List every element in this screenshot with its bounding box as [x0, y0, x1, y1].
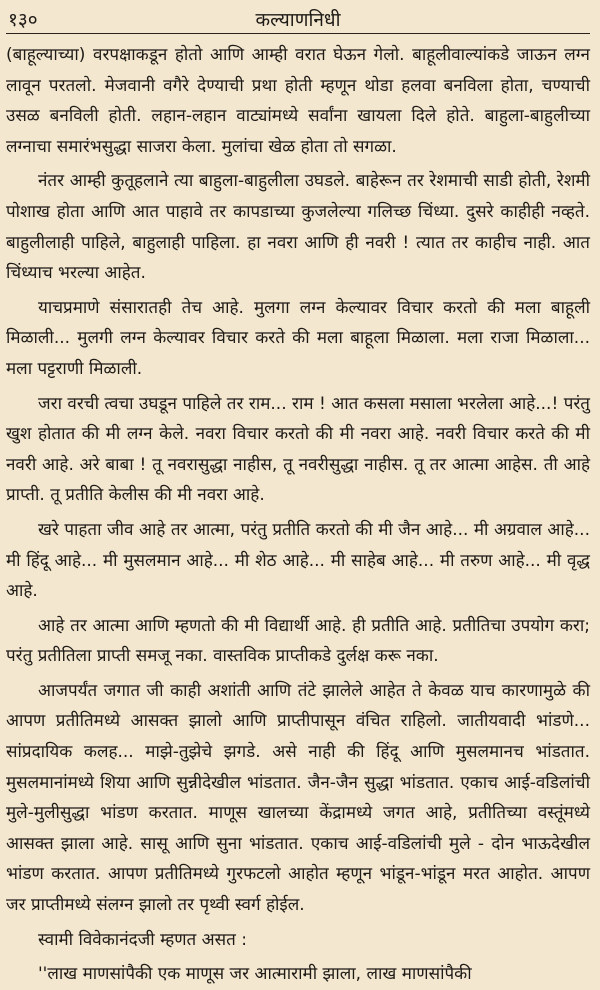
- paragraph: ''लाख माणसांपैकी एक माणूस जर आत्मारामी झाला, लाख माणसांपैकी: [38, 964, 472, 985]
- paragraph: स्वामी विवेकानंदजी म्हणत असत :: [38, 929, 247, 950]
- page-header: [6, 4, 590, 34]
- paragraph: याचप्रमाणे संसारातही तेच आहे. मुलगा लग्न केल्यावर विचार करतो की मला बाहूली मिळाली... मुलगी लग्न केल्यावर विचार करते की मला बाहूला मिळाला. मला राजा मिळाला... मला पट्टराणी मिळाली.: [6, 297, 590, 379]
- paragraph: आहे तर आत्मा आणि म्हणतो की मी विद्यार्थी आहे. ही प्रतीति आहे. प्रतीतिचा उपयोग करा; परंतु प्रतीतिला प्राप्ती समजू नका. वास्तविक प्राप्तीकडे दुर्लक्ष करू नका.: [6, 615, 590, 667]
- page-body: [6, 40, 590, 990]
- paragraph: खरे पाहता जीव आहे तर आत्मा, परंतु प्रतीति करतो की मी जैन आहे... मी अग्रवाल आहे... मी हिंदू आहे... मी मुसलमान आहे... मी शेठ आहे... मी साहेब आहे... मी तरुण आहे... मी वृद्ध आहे.: [6, 519, 590, 602]
- paragraph: नंतर आम्ही कुतूहलाने त्या बाहुला-बाहुलीला उघडले. बाहेरून तर रेशमाची साडी होती, रेशमी पोशाख होता आणि आत पाहावे तर कापडाच्या कुजलेल्या गलिच्छ चिंध्या. दुसरे काहीही नव्हते. बाहुलीलाही पाहिले, बाहुलाही पाहिला. हा नवरा आणि ही नवरी ! त्यात तर काहीच नाही. आत चिंध्याच भरल्या आहेत.: [6, 171, 590, 284]
- header-rule: [6, 33, 590, 34]
- paragraph: जरा वरची त्वचा उघडून पाहिले तर राम... राम ! आत कसला मसाला भरलेला आहे...! परंतु खुश होतात की मी लग्न केले. नवरा विचार करतो की मी नवरा आहे. नवरी विचार करते की मी नवरी आहे. अरे बाबा ! तू नवरासुद्धा नाहीस, तू नवरीसुद्धा नाहीस. तू तर आत्मा आहेस. ती आहे प्राप्ती. तू प्रतीति केलीस की मी नवरा आहे.: [6, 393, 590, 506]
- page-number: १३०: [8, 9, 38, 31]
- paragraph: (बाहूल्याच्या) वरपक्षाकडून होतो आणि आम्ही वरात घेऊन गेलो. बाहूलीवाल्यांकडे जाऊन लग्न लावून परतलो. मेजवानी वगैरे देण्याची प्रथा होती म्हणून थोडा हलवा बनविला होता, चण्याची उसळ बनविली होती. लहान-लहान वाट्यांमध्ये सर्वांना खायला दिले होते. बाहुला-बाहुलीच्या लग्नाचा समारंभसुद्धा साजरा केला. मुलांचा खेळ होता तो सगळा.: [6, 45, 590, 157]
- running-title: कल्याणनिधी: [255, 9, 341, 31]
- paragraph: आजपर्यंत जगात जी काही अशांती आणि तंटे झालेले आहेत ते केवळ याच कारणामुळे की आपण प्रतीतिमध्ये आसक्त झालो आणि प्राप्तीपासून वंचित राहिलो. जातीयवादी भांडणे... सांप्रदायिक कलह... माझे-तुझेचे झगडे. असे नाही की हिंदू आणि मुसलमानच भांडतात. मुसलमानांमध्ये शिया आणि सुन्नीदेखील भांडतात. जैन-जैन सुद्धा भांडतात. एकाच आई-वडिलांची मुले-मुलीसुद्धा भांडण करतात. माणूस खालच्या केंद्रामध्ये जगत आहे, प्रतीतिच्या वस्तूंमध्ये आसक्त झाला आहे. सासू आणि सुना भांडतात. एकाच आई-वडिलांची मुले - दोन भाऊदेखील भांडण करतात. आपण प्रतीतिमध्ये गुरफटलो आहोत म्हणून भांडून-भांडून मरत आहोत. आपण जर प्राप्तीमध्ये संलग्न झालो तर पृथ्वी स्वर्ग होईल.: [6, 680, 590, 916]
